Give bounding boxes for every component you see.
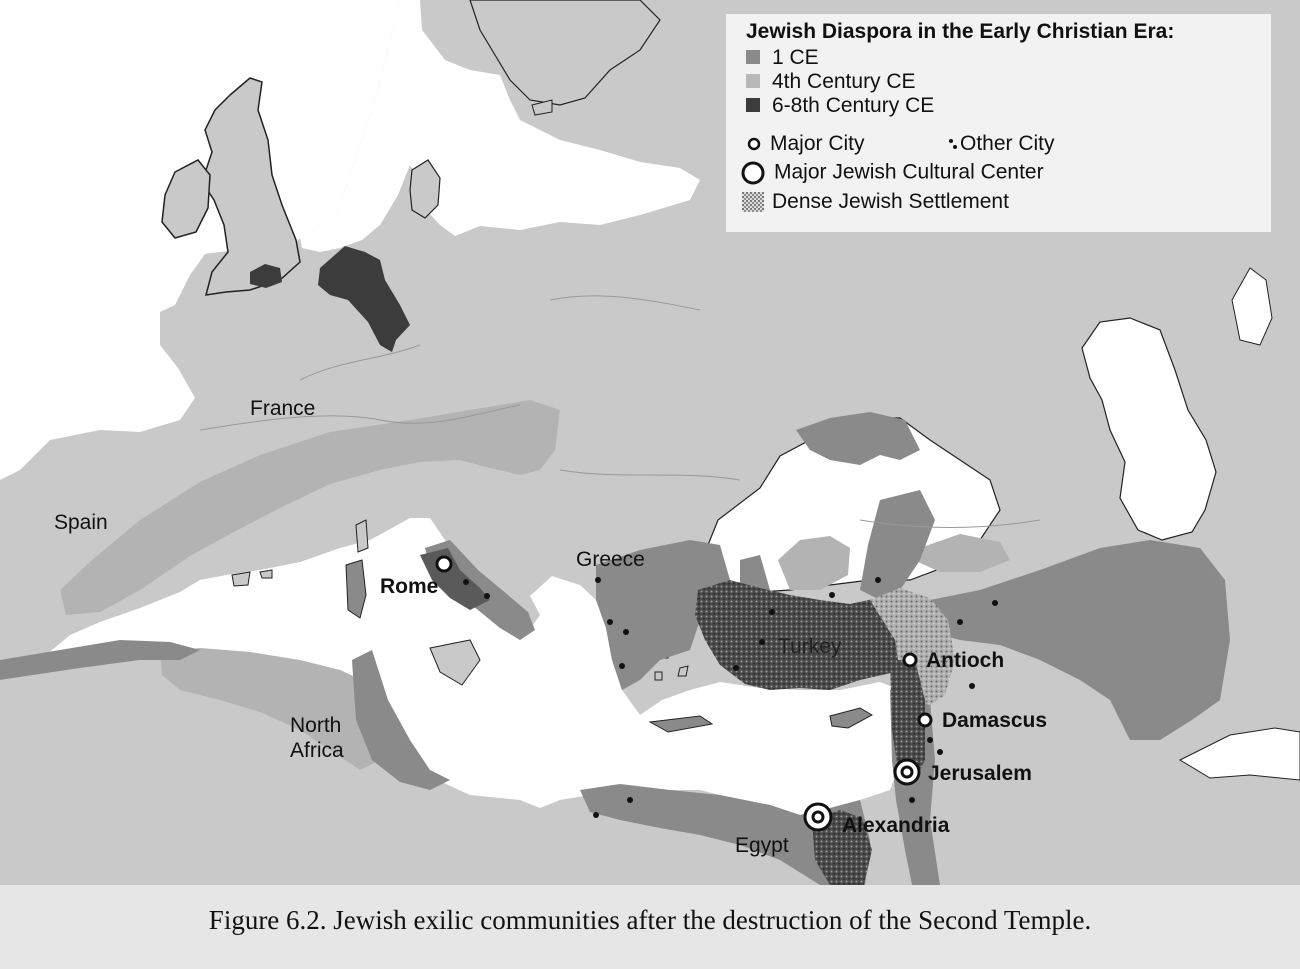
legend-label-other-city: Other City [960,132,1055,155]
legend-label-cultural-center: Major Jewish Cultural Center [774,160,1044,184]
legend-title: Jewish Diaspora in the Early Christian Era: [746,20,1175,43]
legend-swatch-4th [746,74,760,88]
figure-caption: Figure 6.2. Jewish exilic communities after the destruction of the Second Temple. [208,905,1092,935]
legend-label-6-8th: 6-8th Century CE [772,94,935,117]
jerusalem-marker [895,760,919,784]
rome-marker [437,557,451,571]
label-north-africa: North Africa [290,714,344,763]
label-egypt: Egypt [735,834,789,857]
antioch-marker [904,654,916,666]
label-rome: Rome [380,575,439,598]
label-turkey: Turkey [778,635,842,658]
label-jerusalem: Jerusalem [928,762,1032,785]
label-france: France [250,397,316,420]
damascus-marker [919,714,931,726]
legend-item-other-city [948,132,1055,156]
legend-item-dense-settlement [742,190,1009,214]
corsica [356,520,368,552]
legend-item-6-8th [746,94,934,118]
legend-label-4th: 4th Century CE [772,70,916,93]
label-spain: Spain [54,511,108,534]
other-city-icon [948,136,958,152]
legend-item-4th [746,70,916,94]
label-damascus: Damascus [942,709,1048,732]
balearic-island-a [232,572,250,586]
legend-label-1ce: 1 CE [772,46,819,69]
cultural-center-icon [740,160,766,186]
legend-swatch-6-8th [746,98,760,112]
legend-item-1ce [746,46,819,70]
balearic-island-b [260,570,272,578]
legend [726,14,1271,232]
label-antioch: Antioch [926,649,1005,672]
legend-label-major-city: Major City [770,132,865,155]
legend-item-major-city [746,132,865,156]
legend-label-dense-settlement: Dense Jewish Settlement [772,190,1009,213]
alexandria-marker [805,804,831,830]
major-city-icon [746,136,762,152]
legend-swatch-1ce [746,50,760,64]
legend-item-cultural-center [740,160,1044,186]
dense-settlement-icon [742,192,764,212]
label-alexandria: Alexandria [842,814,950,837]
label-greece: Greece [576,548,645,571]
